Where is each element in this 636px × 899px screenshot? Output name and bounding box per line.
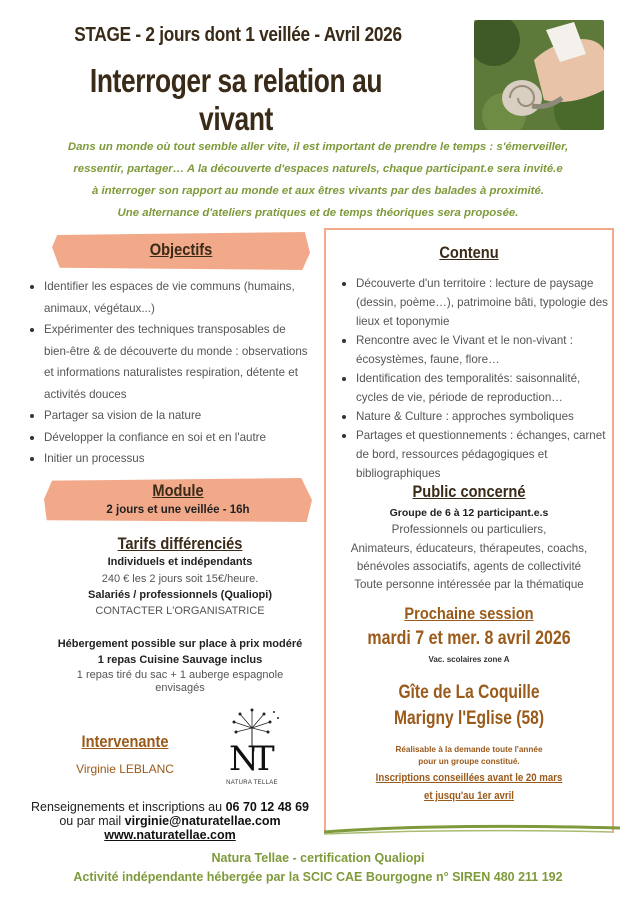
contenu-item: Nature & Culture : approches symboliques: [340, 407, 608, 426]
public-line: Animateurs, éducateurs, thérapeutes, coachs,: [350, 542, 588, 555]
box-bottom-brushstroke: [322, 822, 622, 838]
logo-caption: NATURA TELLAE: [226, 780, 278, 786]
contact-block: [20, 800, 320, 842]
public-line: Toute personne intéressée par la thématique: [354, 578, 584, 591]
contenu-item: Rencontre avec le Vivant et le non-vivant : écosystèmes, faune, flore…: [340, 331, 608, 369]
footer-certification: Natura Tellae - certification Qualiopi: [211, 851, 425, 865]
contenu-item: Identification des temporalités: saisonnalité, cycles de vie, période de reproduction…: [340, 369, 608, 407]
inscription-deadline: Inscriptions conseillées avant le 20 mars: [375, 772, 563, 784]
intervenante-name: Virginie LEBLANC: [76, 762, 174, 776]
contenu-list: [340, 274, 608, 483]
repas-inclus-line: 1 repas Cuisine Sauvage inclus: [97, 654, 263, 666]
objectif-item: Identifier les espaces de vie communs (humains, animaux, végétaux...): [28, 276, 312, 319]
objectif-item: Partager sa vision de la nature: [28, 405, 312, 427]
tarifs-heading-text: Tarifs différenciés: [117, 534, 243, 553]
contact-phone-prefix: Renseignements et inscriptions au: [31, 800, 226, 814]
footer-legal: Activité indépendante hébergée par la SCIC CAE Bourgogne n° SIREN 480 211 192: [73, 870, 563, 884]
module-duration: 2 jours et une veillée - 16h: [106, 504, 250, 516]
tarif-pro-label: Salariés / professionnels (Qualiopi): [88, 589, 272, 601]
module-heading: Module: [152, 481, 204, 500]
intervenante-heading: Intervenante: [81, 732, 169, 751]
repas-sac-line: 1 repas tiré du sac + 1 auberge espagnole: [76, 669, 284, 681]
venue-name: Gîte de La Coquille: [398, 682, 540, 703]
objectif-item: Initier un processus: [28, 448, 312, 470]
tarif-pro-contact: CONTACTER L'ORGANISATRICE: [95, 605, 265, 617]
public-heading: Public concerné: [412, 482, 526, 501]
contact-website[interactable]: www.naturatellae.com: [104, 828, 236, 842]
intro-line: à interroger son rapport au monde et aux êtres vivants par des balades à proximité.: [92, 185, 544, 197]
inscription-deadline-2: et jusqu'au 1er avril: [423, 790, 514, 802]
contact-email-prefix: ou par mail: [59, 814, 125, 828]
intro-paragraph: [20, 136, 616, 224]
intro-line: Une alternance d'ateliers pratiques et de temps théoriques sera proposée.: [117, 207, 519, 219]
public-line: bénévoles associatifs, agents de collectivité: [356, 560, 582, 573]
intro-line: Dans un monde où tout semble aller vite, il est important de prendre le temps : s'émerveiller,: [67, 141, 569, 153]
objectif-item: Développer la confiance en soi et en l'autre: [28, 427, 312, 449]
contact-phone[interactable]: 06 70 12 48 69: [225, 800, 309, 814]
session-heading: Prochaine session: [404, 604, 534, 623]
tarif-individuals-price: 240 € les 2 jours soit 15€/heure.: [101, 573, 259, 585]
on-demand-note-2: pour un groupe constitué.: [418, 757, 520, 766]
contenu-item: Découverte d'un territoire : lecture de paysage (dessin, poème…), patrimoine bâti, typologie des lieux et toponymie: [340, 274, 608, 331]
contenu-item: Partages et questionnements : échanges, carnet de bord, ressources pédagogiques et bibliographiques: [340, 426, 608, 483]
contact-line-phone: [20, 800, 320, 814]
natura-tellae-logo: [212, 706, 292, 792]
intro-line: ressentir, partager… A la découverte d'espaces naturels, chaque participant.e sera invité.e: [73, 163, 563, 175]
contact-email[interactable]: virginie@naturatellae.com: [124, 814, 281, 828]
tarifs-heading: [60, 534, 301, 554]
venue-town: Marigny l'Eglise (58): [393, 708, 545, 729]
page-title: Interroger sa relation au vivant: [89, 62, 383, 137]
tarif-individuals-label: Individuels et indépendants: [107, 556, 253, 568]
objectifs-list: [28, 276, 312, 470]
stage-kicker: STAGE - 2 jours dont 1 veillée - Avril 2026: [74, 24, 402, 46]
svg-text:T: T: [252, 739, 275, 779]
contact-line-website: [20, 828, 320, 842]
contenu-heading: Contenu: [439, 243, 499, 262]
svg-text:N: N: [229, 739, 259, 779]
session-date: mardi 7 et mer. 8 avril 2026: [367, 628, 571, 649]
snail-photo: [474, 20, 604, 130]
vacances-scolaires: Vac. scolaires zone A: [428, 655, 510, 664]
public-line: Professionnels ou particuliers,: [391, 523, 547, 536]
contact-line-email: [20, 814, 320, 828]
repas-envisages-line: envisagés: [155, 682, 205, 694]
public-group-size: Groupe de 6 à 12 participant.e.s: [389, 507, 549, 519]
objectifs-heading: Objectifs: [149, 240, 213, 259]
on-demand-note: Réalisable à la demande toute l'année: [395, 745, 543, 754]
objectif-item: Expérimenter des techniques transposables de bien-être & de découverte du monde : observations et informations naturalistes respiration, détente et activités douces: [28, 319, 312, 405]
hebergement-line: Hébergement possible sur place à prix modéré: [57, 638, 303, 650]
